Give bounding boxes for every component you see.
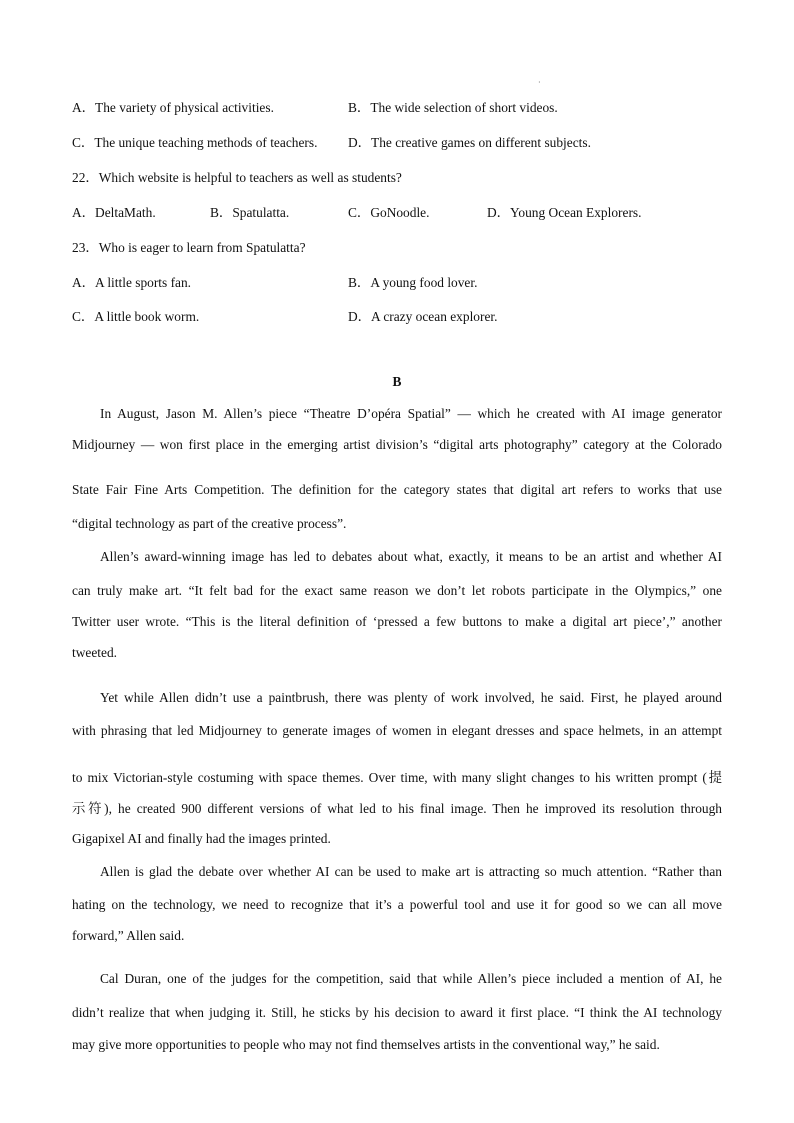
paragraph-line: Allen is glad the debate over whether AI can be used to make art is attracting so much attention. “Rather than [100, 864, 722, 879]
paragraph-line: Yet while Allen didn’t use a paintbrush, there was plenty of work involved, he said. First, he played around [100, 690, 722, 705]
paragraph-line: “digital technology as part of the creative process”. [72, 516, 347, 531]
paragraph-line: In August, Jason M. Allen’s piece “Theatre D’opéra Spatial” — which he created with AI image generator [100, 406, 722, 421]
section-title: B [392, 374, 402, 389]
q22-option-d: D．Young Ocean Explorers. [487, 205, 642, 220]
q22-option-c: C．GoNoodle. [348, 205, 430, 220]
q22-question: 22．Which website is helpful to teachers as well as students? [72, 170, 402, 185]
q21-option-a: A．The variety of physical activities. [72, 100, 274, 115]
paragraph-line: didn’t realize that when judging it. Still, he sticks by his decision to award it first place. “I think the AI technology [72, 1005, 722, 1020]
paragraph-line: tweeted. [72, 645, 117, 660]
q21-option-c: C．The unique teaching methods of teachers. [72, 135, 318, 150]
page-marker: · [538, 78, 541, 87]
q23-option-b: B．A young food lover. [348, 275, 478, 290]
q22-option-b: B．Spatulatta. [210, 205, 290, 220]
paragraph-line: State Fair Fine Arts Competition. The definition for the category states that digital art refers to works that use [72, 482, 722, 497]
paragraph-line: 示符), he created 900 different versions of what led to his final image. Then he improved its resolution through [72, 801, 722, 816]
q23-question: 23．Who is eager to learn from Spatulatta? [72, 240, 306, 255]
paragraph-line: forward,” Allen said. [72, 928, 185, 943]
q21-option-d: D．The creative games on different subjects. [348, 135, 591, 150]
paragraph-line: Allen’s award-winning image has led to debates about what, exactly, it means to be an artist and whether AI [100, 549, 722, 564]
q22-option-a: A．DeltaMath. [72, 205, 156, 220]
paragraph-line: can truly make art. “It felt bad for the exact same reason we don’t let robots participate in the Olympics,” one [72, 583, 722, 598]
q23-option-c: C．A little book worm. [72, 309, 200, 324]
paragraph-line: Midjourney — won first place in the emerging artist division’s “digital arts photography” category at the Colorado [72, 437, 722, 452]
q21-option-b: B．The wide selection of short videos. [348, 100, 558, 115]
paragraph-line: Cal Duran, one of the judges for the competition, said that while Allen’s piece included a mention of AI, he [100, 971, 722, 986]
paragraph-line: hating on the technology, we need to recognize that it’s a powerful tool and use it for good so we can all move [72, 897, 722, 912]
paragraph-line: with phrasing that led Midjourney to generate images of women in elegant dresses and space helmets, in an attempt [72, 723, 722, 738]
q23-option-d: D．A crazy ocean explorer. [348, 309, 498, 324]
paragraph-line: to mix Victorian-style costuming with space themes. Over time, with many slight changes to his written prompt (提 [72, 770, 722, 785]
paragraph-line: Gigapixel AI and finally had the images printed. [72, 831, 331, 846]
paragraph-line: may give more opportunities to people who may not find themselves artists in the conventional way,” he said. [72, 1037, 660, 1052]
q23-option-a: A．A little sports fan. [72, 275, 192, 290]
paragraph-line: Twitter user wrote. “This is the literal definition of ‘pressed a few buttons to make a digital art piece’,” another [72, 614, 722, 629]
